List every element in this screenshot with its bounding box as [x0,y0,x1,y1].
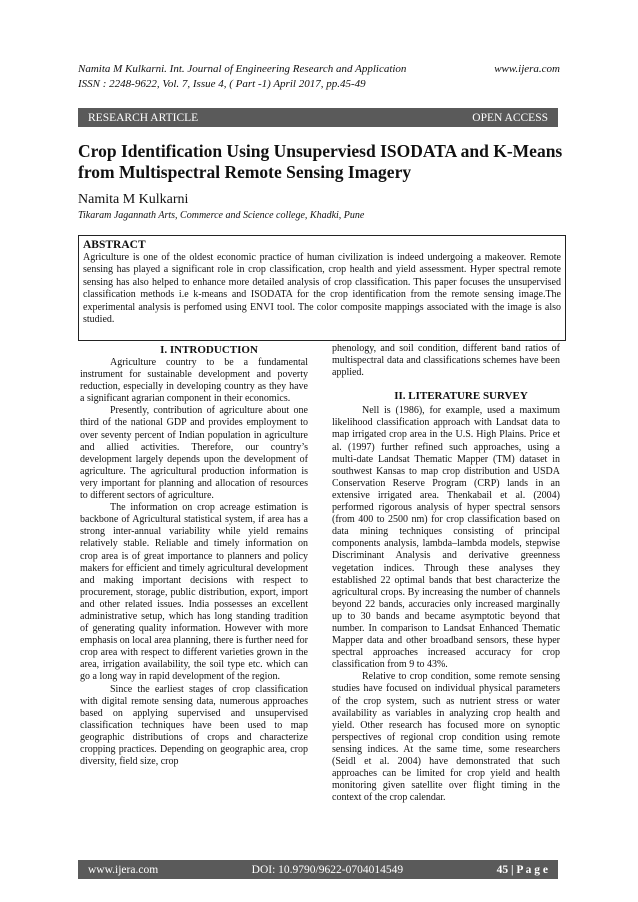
footer-website[interactable]: www.ijera.com [88,863,159,876]
intro-paragraph-4: Since the earliest stages of crop classification with digital remote sensing data, numerous approaches based on applying supervised and unsupervised classification techniques have been used to map geographic distributions of crops and characterize cropping practices. Depending on geographic area, crop diversity, field size, crop [80,683,308,768]
intro-paragraph-1: Agriculture country to be a fundamental instrument for sustainable development and poverty reduction, especially in developing country as they have a significant agrarian component in their economics. [80,357,308,405]
right-column [332,343,560,804]
paper-title: Crop Identification Using Unsuperviesd ISODATA and K-Means from Multispectral Remote Sensing Imagery [78,141,563,182]
issn-line: ISSN : 2248-9622, Vol. 7, Issue 4, ( Part -1) April 2017, pp.45-49 [78,78,366,90]
abstract-heading: ABSTRACT [83,239,146,251]
page-footer [78,860,558,879]
open-access-label: OPEN ACCESS [472,111,548,124]
journal-website[interactable]: www.ijera.com [494,63,560,75]
article-type-banner [78,108,558,127]
intro-continuation: phenology, and soil condition, different band ratios of multispectral data and classifications schemes have been applied. [332,343,560,379]
literature-paragraph-1: Nell is (1986), for example, used a maximum likelihood classification approach with Landsat data to map irrigated crop area in the U.S. High Plains. Price et al. (1997) further refined such approaches, using a multi-date Landsat Thematic Mapper (TM) dataset in southwest Kansas to map crop distribution and USDA Conservation Reserve Program (CRP) lands in an extensive irrigated area. Thenkabail et al. (2004) performed rigorous analysis of hyper spectral sensors (from 400 to 2500 nm) for crop classification based on data mining techniques consisting of principal components analysis, lambda–lambda models, stepwise Discriminant Analysis and derivative greenness vegetation indices. Through these analyses they established 22 optimal bands that best characterize the agricultural crops. By increasing the number of channels beyond 22 bands, accuracies only increased marginally up to 30 bands and became asymptotic beyond that number. In comparison to Landsat Enhanced Thematic Mapper data and other broadband sensors, these hyper spectral approaches increased accuracy for crop classification from 9 to 43%. [332,405,560,671]
intro-paragraph-3: The information on crop acreage estimation is backbone of Agricultural statistical system, if area has a strong inter-annual variability while yield remains relatively stable. Reliable and timely information on crop area is of great importance to planners and policy makers for efficient and timely agricultural development and making important decisions with respect to procurement, storage, public distribution, export, import and other related issues. India possesses an excellent administrative setup, which has long standing tradition of generating quality information. However with more emphasis on local area planning, there is further need for crop area with respect to different varieties grown in the area, irrigation availability, the soil type etc. which can go a long way in rapid development of the region. [80,502,308,683]
abstract-box [78,235,566,341]
abstract-text: Agriculture is one of the oldest economic practice of human civilization is indeed undergoing a makeover. Remote sensing has played a significant role in crop classification, crop health and yield assessment. Hyper spectral remote sensing has also helped to enhance more detailed analysis of crop classification. This paper focuses the unsupervised classification methods i.e k-means and ISODATA for the crop identification from the remote sensing image.The experimental analysis is perfomed using ENVI tool. The color composite mappings associated with the image is also studied. [83,252,561,326]
left-column [80,343,308,768]
introduction-heading: I. INTRODUCTION [160,344,258,356]
intro-paragraph-2: Presently, contribution of agriculture about one third of the national GDP and provides employment to over seventy percent of Indian population in agriculture and allied activities. Therefore, our country’s development largely depends upon the development of agriculture. The agricultural production information is very important for planning and allocation of resources to different sectors of agriculture. [80,405,308,502]
literature-survey-heading: II. LITERATURE SURVEY [394,390,528,403]
author-name: Namita M Kulkarni [78,192,189,207]
journal-header [78,62,560,76]
author-affiliation: Tikaram Jagannath Arts, Commerce and Science college, Khadki, Pune [78,210,365,221]
literature-paragraph-2: Relative to crop condition, some remote sensing studies have focused on individual physical parameters of the crop system, such as nutrient stress or water availability as variables in analyzing crop health and yield. Other research has focused more on synoptic perspectives of regional crop condition using remote sensing indices. At the same time, some researchers (Seidl et al. 2004) have demonstrated that such approaches can be limited for crop yield and health monitoring given satellite over flight timing in the context of the crop calendar. [332,671,560,804]
research-article-label: RESEARCH ARTICLE [88,111,199,124]
page-number: 45 | P a g e [496,863,548,876]
footer-doi: DOI: 10.9790/9622-0704014549 [251,863,404,876]
journal-citation: Namita M Kulkarni. Int. Journal of Engineering Research and Application [78,63,407,75]
